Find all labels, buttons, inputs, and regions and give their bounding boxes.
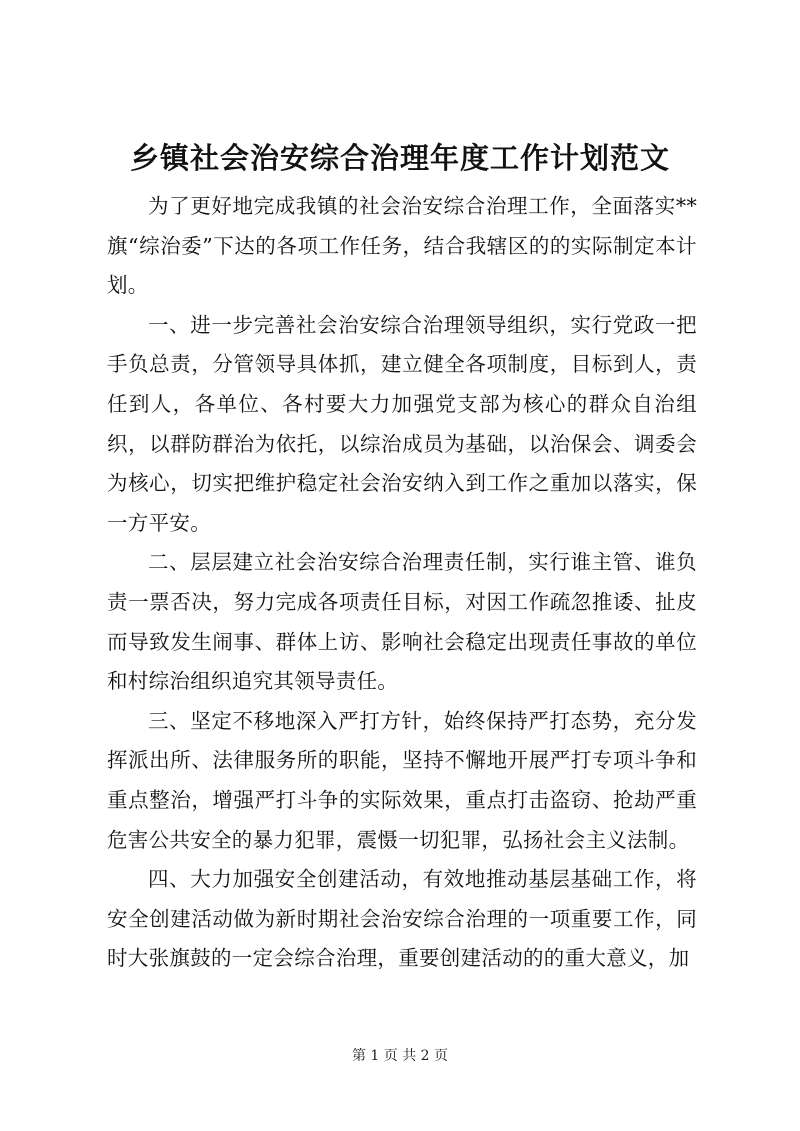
paragraph-section-2: 二、层层建立社会治安综合治理责任制，实行谁主管、谁负责一票否决，努力完成各项责任目标，对因工作疏忽推诿、扯皮而导致发生闹事、群体上访、影响社会稳定出现责任事故的单位和村综治组织追究其领导责任。 [107,550,697,694]
paragraph-intro: 为了更好地完成我镇的社会治安综合治理工作，全面落实**旗“综治委”下达的各项工作任务，结合我辖区的的实际制定本计划。 [107,194,697,298]
paragraph-section-3: 三、坚定不移地深入严打方针，始终保持严打态势，充分发挥派出所、法律服务所的职能，坚持不懈地开展严打专项斗争和重点整治，增强严打斗争的实际效果，重点打击盗窃、抢劫严重危害公共安全的暴力犯罪，震慑一切犯罪，弘扬社会主义法制。 [107,708,697,852]
document-title: 乡镇社会治安综合治理年度工作计划范文 [129,141,670,175]
paragraph-section-1: 一、进一步完善社会治安综合治理领导组织，实行党政一把手负总责，分管领导具体抓，建立健全各项制度，目标到人，责任到人，各单位、各村要大力加强党支部为核心的群众自治组织，以群防群治为依托，以综治成员为基础，以治保会、调委会为核心，切实把维护稳定社会治安纳入到工作之重加以落实，保一方平安。 [107,312,697,535]
page-number-footer: 第 1 页 共 2 页 [351,1048,449,1064]
paragraph-section-4: 四、大力加强安全创建活动，有效地推动基层基础工作，将安全创建活动做为新时期社会治安综合治理的一项重要工作，同时大张旗鼓的一定会综合治理，重要创建活动的的重大意义，加 [107,867,697,971]
document-body [107,187,697,979]
